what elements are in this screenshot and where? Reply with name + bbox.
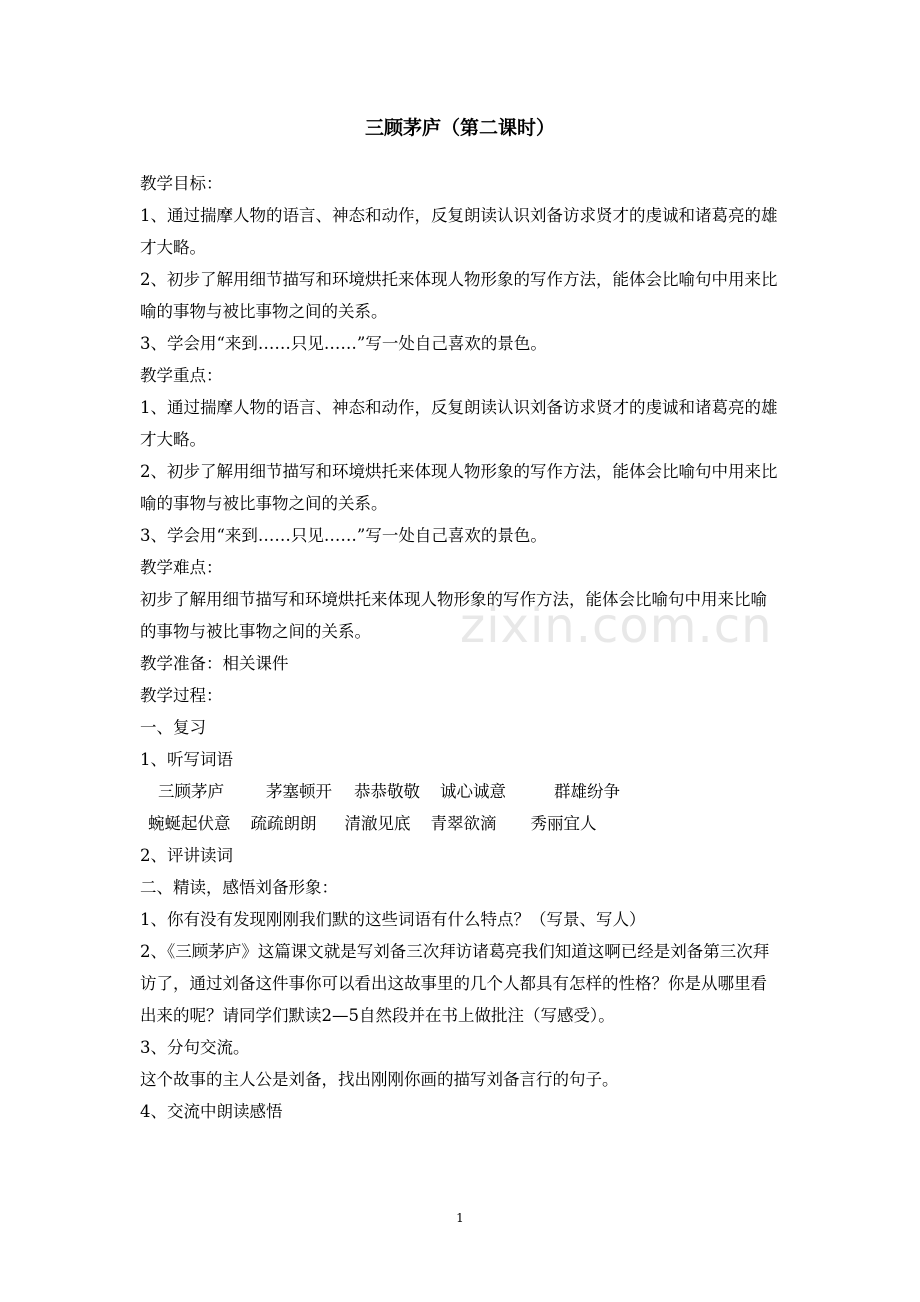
vocab-word: 疏疏朗朗 <box>250 814 317 833</box>
vocab-word: 三顾茅庐 <box>158 782 224 801</box>
vocab-word: 群雄纷争 <box>554 782 620 801</box>
key-point-item: 2、初步了解用细节描写和环境烘托来体现人物形象的写作方法，能体会比喻句中用来比喻的事物与被比事物之间的关系。 <box>140 462 778 513</box>
key-point-item: 1、通过揣摩人物的语言、神态和动作，反复朗读认识刘备访求贤才的虔诚和诸葛亮的雄才大略。 <box>140 398 778 449</box>
step-item-dictation: 1、听写词语 <box>140 750 233 769</box>
step-item: 4、交流中朗读感悟 <box>140 1102 283 1121</box>
watermark: zixin.com.cn <box>460 598 773 654</box>
vocabulary-row <box>140 776 782 808</box>
step-item: 2、《三顾茅庐》这篇课文就是写刘备三次拜访诸葛亮我们知道这啊已经是刘备第三次拜访了，通过刘备这件事你可以看出这故事里的几个人都具有怎样的性格？你是从哪里看出来的呢？请同学们默读2—5自然段并在书上做批注（写感受）。 <box>140 942 770 1025</box>
step-item: 2、评讲读词 <box>140 846 233 865</box>
objective-item: 3、学会用“来到……只见……”写一处自己喜欢的景色。 <box>140 334 547 353</box>
step-heading-review: 一、复习 <box>140 718 206 737</box>
section-heading-process: 教学过程： <box>140 686 223 705</box>
objective-item: 1、通过揣摩人物的语言、神态和动作，反复朗读认识刘备访求贤才的虔诚和诸葛亮的雄才大略。 <box>140 206 778 257</box>
vocabulary-row <box>140 808 782 840</box>
section-heading-difficulties: 教学难点： <box>140 558 223 577</box>
step-heading-close-reading: 二、精读，感悟刘备形象： <box>140 878 338 897</box>
key-point-item: 3、学会用“来到……只见……”写一处自己喜欢的景色。 <box>140 526 547 545</box>
document-body <box>140 168 782 1128</box>
page-number: 1 <box>456 1211 464 1225</box>
document-title: 三顾茅庐（第二课时） <box>364 117 555 139</box>
difficulty-text: 初步了解用细节描写和环境烘托来体现人物形象的写作方法，能体会比喻句中用来比喻的事物与被比事物之间的关系。 <box>140 590 767 641</box>
vocab-word: 蜿蜒起伏意 <box>148 814 231 833</box>
vocab-word: 秀丽宜人 <box>530 814 597 833</box>
step-text: 这个故事的主人公是刘备，找出刚刚你画的描写刘备言行的句子。 <box>140 1070 619 1089</box>
section-heading-objectives: 教学目标： <box>140 174 223 193</box>
step-item: 3、分句交流。 <box>140 1038 250 1057</box>
vocab-word: 青翠欲滴 <box>430 814 497 833</box>
vocab-word: 恭恭敬敬 <box>354 782 420 801</box>
preparation-line: 教学准备：相关课件 <box>140 654 289 673</box>
step-item: 1、你有没有发现刚刚我们默的这些词语有什么特点？（写景、写人） <box>140 910 646 929</box>
objective-item: 2、初步了解用细节描写和环境烘托来体现人物形象的写作方法，能体会比喻句中用来比喻的事物与被比事物之间的关系。 <box>140 270 778 321</box>
section-heading-key-points: 教学重点： <box>140 366 223 385</box>
vocab-word: 茅塞顿开 <box>266 782 332 801</box>
vocab-word: 诚心诚意 <box>440 782 506 801</box>
vocab-word: 清澈见底 <box>344 814 411 833</box>
